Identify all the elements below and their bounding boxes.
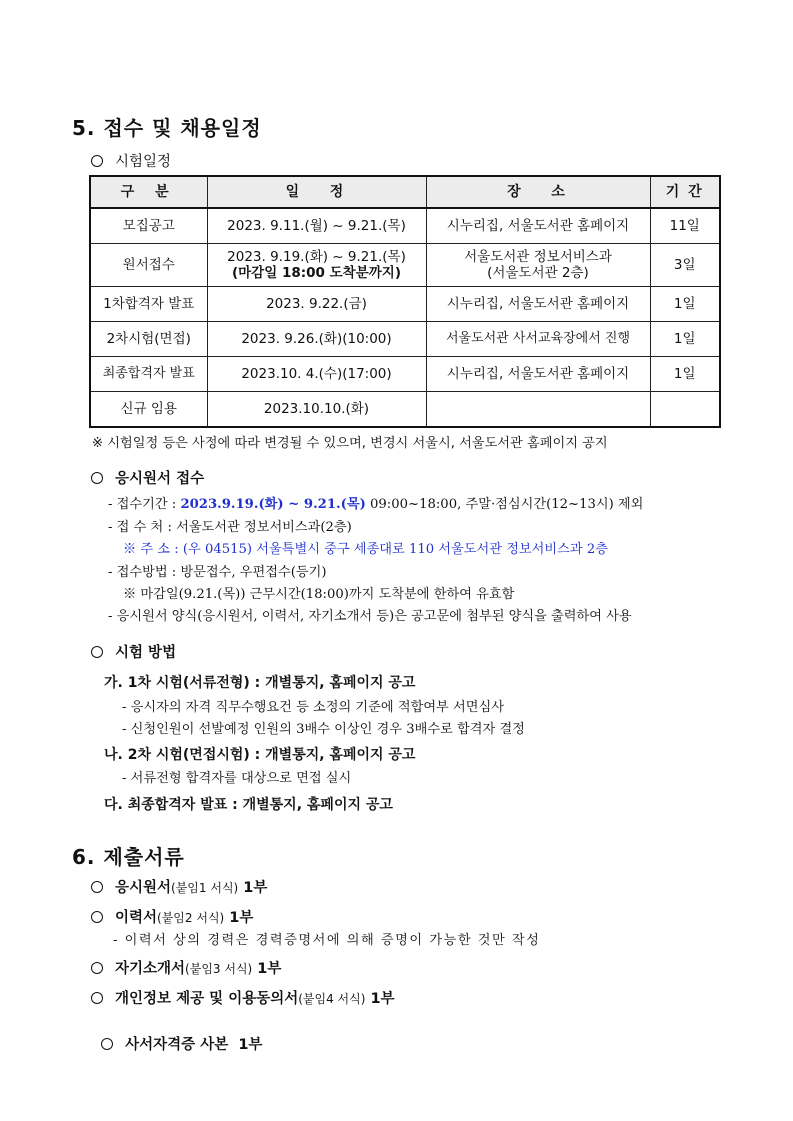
cell-date: 2023.10.10.(화): [207, 392, 426, 428]
document-name: 자기소개서: [115, 961, 186, 977]
date-text: 2023. 9.19.(화) ~ 9.21.(목): [227, 249, 406, 265]
circle-bullet-icon: [91, 472, 103, 484]
document-name: 이력서: [115, 910, 158, 926]
cell-period: 1일: [650, 322, 720, 357]
method-heading-text: 시험 방법: [115, 645, 177, 661]
section-6-title: 6. 제출서류: [72, 845, 185, 869]
circle-bullet-icon: [101, 1038, 113, 1050]
method-item-3-title: 다. 최종합격자 발표 : 개별통지, 홈페이지 공고: [104, 797, 393, 813]
method-value: 방문접수, 우편접수(등기): [180, 565, 327, 580]
place-value: 서울도서관 정보서비스과(2층): [176, 520, 352, 535]
table-row: [90, 357, 720, 392]
application-heading-text: 응시원서 접수: [115, 471, 205, 487]
document-attach: (붙임3 서식): [185, 962, 253, 976]
table-row: [90, 208, 720, 244]
place-text: 서울도서관 정보서비스과: [464, 249, 612, 265]
document-item: [91, 1017, 262, 1054]
period-rest: 09:00~18:00, 주말·점심시간(12~13시) 제외: [365, 497, 644, 512]
cell-place: 시누리집, 서울도서관 홈페이지: [426, 208, 650, 244]
cell-category: 최종합격자 발표: [90, 357, 207, 392]
circle-bullet-icon: [91, 962, 103, 974]
method-item-1-detail-2: - 신청인원이 선발예정 인원의 3배수 이상인 경우 3배수로 합격자 결정: [122, 722, 525, 737]
cell-category: 모집공고: [90, 208, 207, 244]
document-qty: 1부: [228, 1037, 263, 1053]
section-5-title: 5. 접수 및 채용일정: [72, 116, 262, 140]
cell-period: [650, 392, 720, 428]
method-item-2-detail-1: - 서류전형 합격자를 대상으로 면접 실시: [122, 771, 352, 786]
cell-date: 2023. 9.26.(화)(10:00): [207, 322, 426, 357]
method-item-1-title: 가. 1차 시험(서류전형) : 개별통지, 홈페이지 공고: [104, 675, 416, 691]
cell-place: [426, 244, 650, 287]
cell-category: 신규 임용: [90, 392, 207, 428]
period-label: - 접수기간 :: [108, 497, 181, 512]
method-item-1-detail-1: - 응시자의 자격 직무수행요건 등 소정의 기준에 적합여부 서면심사: [122, 700, 504, 715]
circle-bullet-icon: [91, 155, 103, 167]
document-item: [91, 876, 267, 897]
column-header-category: 구 분: [90, 176, 207, 208]
schedule-heading-text: 시험일정: [115, 154, 172, 170]
cell-period: 11일: [650, 208, 720, 244]
cell-category: 원서접수: [90, 244, 207, 287]
cell-period: 1일: [650, 287, 720, 322]
application-heading: [91, 467, 204, 488]
document-item: [91, 987, 395, 1008]
table-row: [90, 392, 720, 428]
cell-date: 2023. 9.22.(금): [207, 287, 426, 322]
cell-place: 시누리집, 서울도서관 홈페이지: [426, 357, 650, 392]
document-item-note: - 이력서 상의 경력은 경력증명서에 의해 증명이 가능한 것만 작성: [113, 933, 541, 948]
table-row: [90, 244, 720, 287]
cell-place: 서울도서관 사서교육장에서 진행: [426, 322, 650, 357]
circle-bullet-icon: [91, 911, 103, 923]
cell-place: [426, 392, 650, 428]
circle-bullet-icon: [91, 881, 103, 893]
circle-bullet-icon: [91, 992, 103, 1004]
cell-date: 2023.10. 4.(수)(17:00): [207, 357, 426, 392]
application-period: [108, 493, 643, 512]
period-value: 2023.9.19.(화) ~ 9.21.(목): [180, 497, 366, 512]
schedule-heading: [91, 150, 171, 171]
document-qty: 1부: [224, 910, 254, 926]
application-form-note: - 응시원서 양식(응시원서, 이력서, 자기소개서 등)은 공고문에 첨부된 양식을 출력하여 사용: [108, 609, 632, 624]
method-label: - 접수방법 :: [108, 565, 181, 580]
method-item-2-title: 나. 2차 시험(면접시험) : 개별통지, 홈페이지 공고: [104, 747, 416, 763]
application-place: [108, 516, 352, 535]
cell-period: 3일: [650, 244, 720, 287]
document-name: 개인정보 제공 및 이용동의서: [115, 991, 299, 1007]
cell-period: 1일: [650, 357, 720, 392]
application-method-note: ※ 마감일(9.21.(목)) 근무시간(18:00)까지 도착분에 한하여 유효함: [123, 587, 515, 602]
cell-date: 2023. 9.11.(월) ~ 9.21.(목): [207, 208, 426, 244]
document-attach: (붙임1 서식): [171, 881, 239, 895]
place-note: (서울도서관 2층): [487, 265, 589, 281]
cell-category: 2차시험(면접): [90, 322, 207, 357]
document-qty: 1부: [252, 961, 282, 977]
date-note: (마감일 18:00 도착분까지): [231, 265, 402, 281]
column-header-period: 기 간: [650, 176, 720, 208]
schedule-table: [89, 175, 721, 428]
document-item: [91, 957, 281, 978]
document-item: [91, 906, 253, 927]
column-header-place: 장 소: [426, 176, 650, 208]
schedule-footnote: ※ 시험일정 등은 사정에 따라 변경될 수 있으며, 변경시 서울시, 서울도서관 홈페이지 공지: [92, 436, 608, 451]
cell-category: 1차합격자 발표: [90, 287, 207, 322]
document-attach: (붙임2 서식): [157, 911, 225, 925]
cell-place: 시누리집, 서울도서관 홈페이지: [426, 287, 650, 322]
application-address: ※ 주 소 : (우 04515) 서울특별시 중구 세종대로 110 서울도서관 정보서비스과 2층: [123, 542, 608, 557]
column-header-date: 일 정: [207, 176, 426, 208]
method-heading: [91, 641, 176, 662]
document-name: 응시원서: [115, 880, 172, 896]
table-row: [90, 322, 720, 357]
table-row: [90, 287, 720, 322]
document-qty: 1부: [238, 880, 268, 896]
document-name: 사서자격증 사본: [125, 1037, 229, 1053]
place-label: - 접 수 처 :: [108, 520, 177, 535]
table-header-row: [90, 176, 720, 208]
cell-date: [207, 244, 426, 287]
application-method: [108, 561, 327, 580]
circle-bullet-icon: [91, 646, 103, 658]
document-qty: 1부: [365, 991, 395, 1007]
document-attach: (붙임4 서식): [298, 992, 366, 1006]
